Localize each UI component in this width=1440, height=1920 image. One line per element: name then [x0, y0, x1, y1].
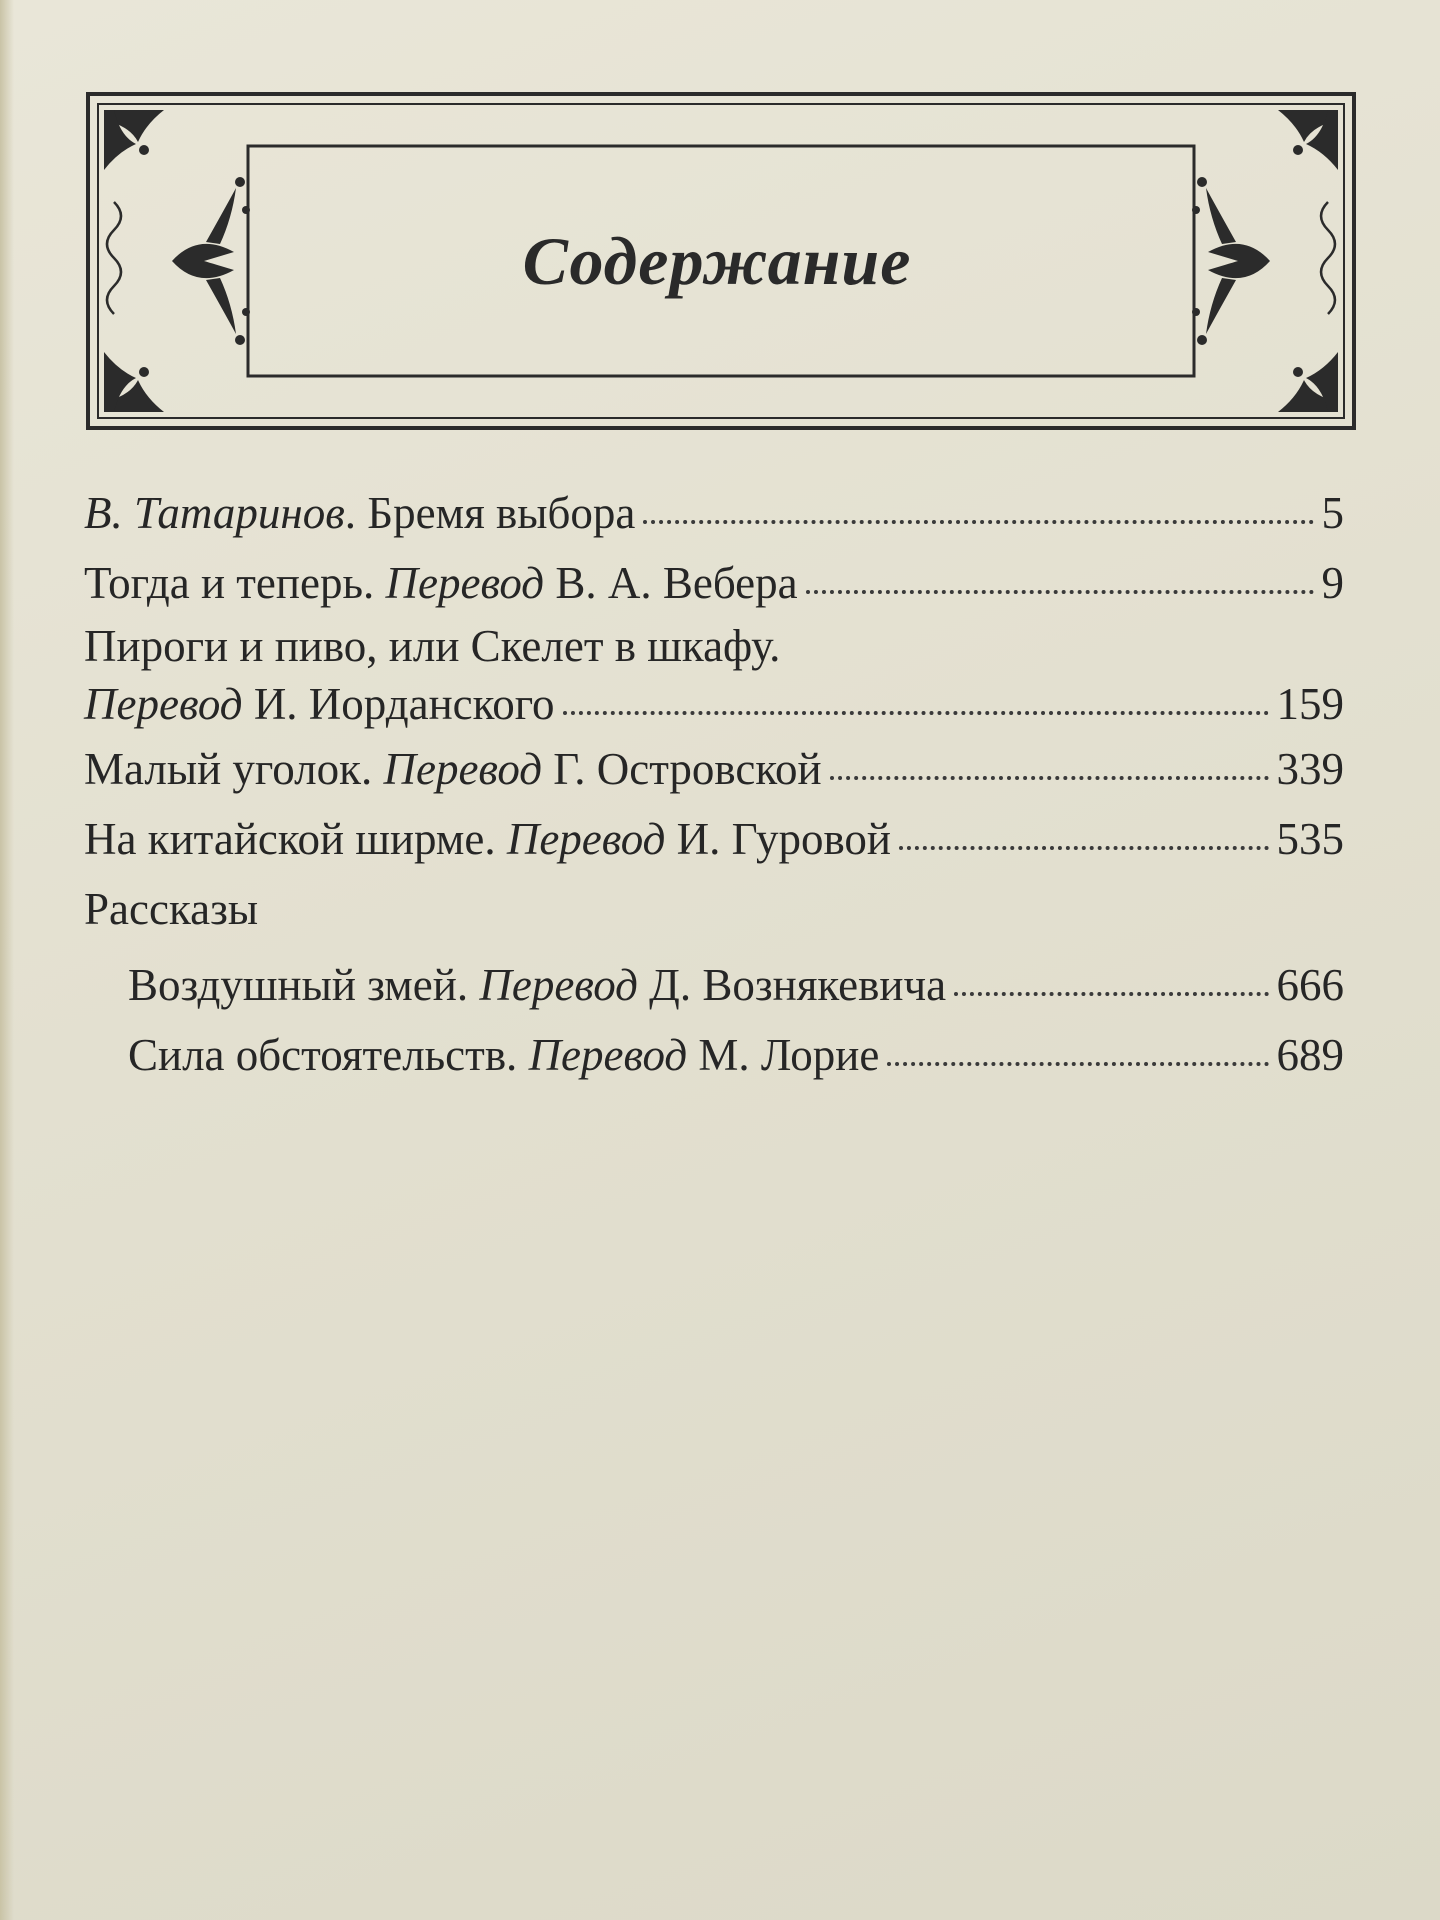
- toc-entry-title: Пироги и пиво, или Скелет в шкафу.: [84, 621, 781, 671]
- toc-entry-title: Воздушный змей.: [128, 960, 480, 1010]
- toc-entry[interactable]: [84, 950, 1344, 1020]
- toc-entry[interactable]: [84, 1020, 1344, 1090]
- toc-translator: В. А. Вебера: [544, 558, 798, 608]
- toc-entry-title: На китайской ширме.: [84, 814, 507, 864]
- toc-entry-title: Сила обстоятельств.: [128, 1030, 529, 1080]
- toc-entry[interactable]: [84, 478, 1344, 548]
- toc-entry[interactable]: [84, 618, 1344, 734]
- toc-translator-label: Перевод: [479, 960, 638, 1010]
- toc-entry-title: . Бремя выбора: [344, 488, 636, 538]
- toc-page-number: 689: [1276, 1030, 1344, 1080]
- toc-page-number: 9: [1321, 558, 1344, 608]
- toc-translator-label: Перевод: [84, 679, 243, 729]
- dot-leader: [954, 992, 1268, 996]
- dot-leader: [563, 711, 1269, 715]
- dot-leader: [887, 1062, 1268, 1066]
- toc-translator-label: Перевод: [506, 814, 666, 864]
- toc-translator: М. Лорие: [687, 1030, 880, 1080]
- toc-entry[interactable]: [84, 548, 1344, 618]
- toc-section-heading: Рассказы: [84, 884, 259, 934]
- toc-translator: И. Иорданского: [242, 679, 555, 729]
- toc-entry[interactable]: [84, 804, 1344, 874]
- toc-entry-title: Малый уголок.: [84, 744, 384, 794]
- toc-entry-text: [84, 734, 822, 804]
- dot-leader: [643, 520, 1313, 524]
- toc-translator: Д. Вознякевича: [637, 960, 947, 1010]
- toc-entry-text: [84, 804, 891, 874]
- page-edge: [0, 0, 14, 1920]
- toc-translator: И. Гуровой: [665, 814, 891, 864]
- corner-ornament-bottom-right: [1278, 352, 1338, 412]
- toc-entry-text: [128, 950, 946, 1020]
- toc-entry[interactable]: [84, 734, 1344, 804]
- toc-translator-label: Перевод: [385, 558, 545, 608]
- toc-page-number: 5: [1321, 488, 1344, 538]
- toc-page-number: 666: [1276, 960, 1344, 1010]
- toc-entry-text: [84, 548, 798, 618]
- corner-ornament-bottom-left: [104, 352, 164, 412]
- dot-leader: [806, 590, 1314, 594]
- table-of-contents: [84, 478, 1344, 1090]
- toc-entry-title: Тогда и теперь.: [84, 558, 386, 608]
- corner-ornament-top-right: [1278, 110, 1338, 170]
- page-title: Содержание: [522, 223, 912, 299]
- toc-page-number: 159: [1276, 679, 1344, 729]
- toc-entry-author: В. Татаринов: [84, 488, 345, 538]
- toc-entry-text: [84, 478, 635, 548]
- dot-leader: [899, 846, 1269, 850]
- toc-entry-text: [128, 1020, 879, 1090]
- toc-page-number: 535: [1276, 814, 1344, 864]
- toc-page-number: 339: [1276, 744, 1344, 794]
- title-frame: [86, 92, 1356, 430]
- corner-ornament-top-left: [104, 110, 164, 170]
- toc-translator-label: Перевод: [383, 744, 543, 794]
- dot-leader: [830, 776, 1269, 780]
- toc-entry-text: [84, 674, 555, 734]
- toc-translator-label: Перевод: [528, 1030, 688, 1080]
- toc-translator: Г. Островской: [542, 744, 822, 794]
